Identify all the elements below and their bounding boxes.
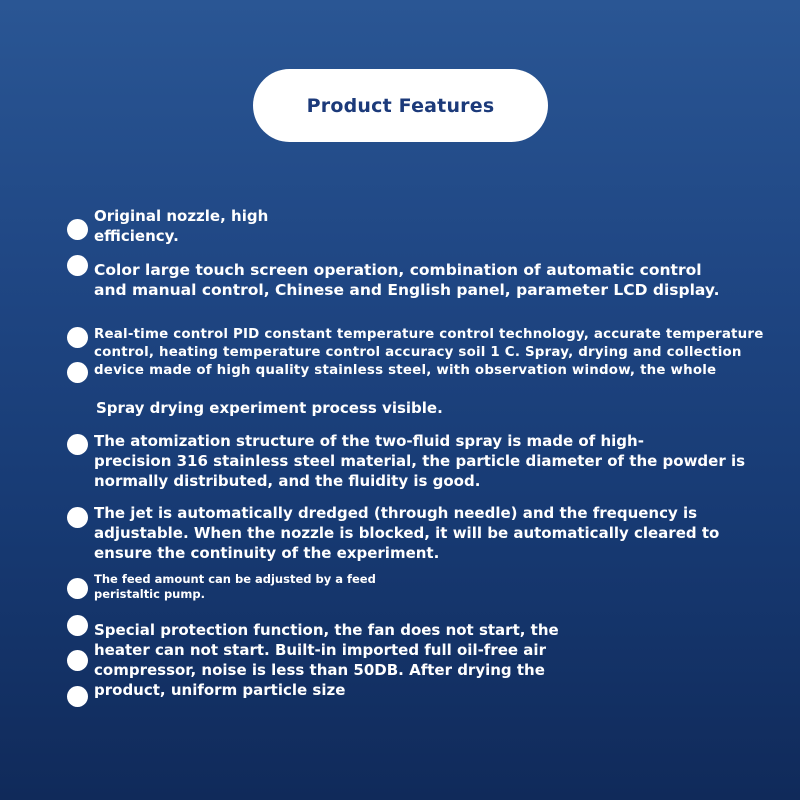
bullet-dot [67, 650, 88, 671]
bullet-dot [67, 507, 88, 528]
bullet-dot [67, 615, 88, 636]
bullet-dot [67, 327, 88, 348]
bullet-dot [67, 362, 88, 383]
feature-text: The atomization structure of the two-fluid spray is made of high- precision 316 stainless steel material, the particle diameter of the powder is normally distributed, and the fluidity is good. [94, 432, 746, 490]
bullet-dot [67, 686, 88, 707]
bullet-dot [67, 578, 88, 599]
feature-text: Spray drying experiment process visible. [96, 399, 443, 417]
bullet-dot [67, 255, 88, 276]
feature-text: Special protection function, the fan does not start, the heater can not start. Built-in imported full oil-free air compressor, noise is less than 50DB. After drying the product, uniform particle size [94, 621, 559, 699]
feature-text: Color large touch screen operation, combination of automatic control and manual control, Chinese and English panel, parameter LCD display. [94, 261, 720, 299]
bullet-dot [67, 219, 88, 240]
feature-text: The feed amount can be adjusted by a feed peristaltic pump. [94, 572, 376, 601]
feature-text: The jet is automatically dredged (through needle) and the frequency is adjustable. When the nozzle is blocked, it will be automatically cleared to ensure the continuity of the experiment. [94, 504, 720, 562]
page-title: Product Features [306, 94, 495, 117]
title-pill [253, 69, 548, 142]
feature-text: Real-time control PID constant temperature control technology, accurate temperature control, heating temperature control accuracy soil 1 C. Spray, drying and collection device made of high quality stainless steel, with observation window, the whole [94, 327, 764, 378]
bullet-dot [67, 434, 88, 455]
feature-text: Original nozzle, high efficiency. [94, 207, 269, 245]
